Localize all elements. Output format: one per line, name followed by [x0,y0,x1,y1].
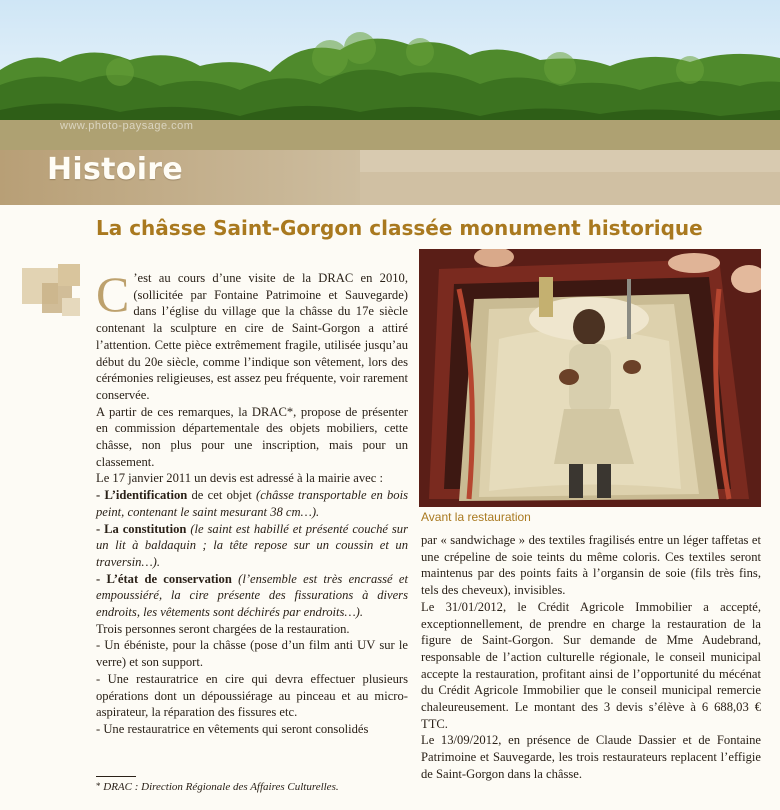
dropcap-letter: C [96,266,130,322]
list-item-identification [96,487,408,520]
saint-gorgon-wax-figure-image [419,249,761,507]
title-band-pale-lower [360,172,780,205]
paragraph-trois-personnes: Trois personnes seront chargées de la restauration. [96,621,350,636]
person-restauratrice-cire: - Une restauratrice en cire qui devra effectuer plusieurs opérations dont un dépoussiérage au pinceau et au micro-aspirateur, la réparation des fissures etc. [96,671,408,720]
paragraph-drac: A partir de ces remarques, la DRAC*, propose de présenter en commission départementale des objets mobiliers, cette châsse, non plus pour une inscription, mais pour un classement. [96,404,408,469]
paragraph-intro [96,266,408,404]
item-label: - La constitution [96,521,187,536]
footnote-rule [96,776,136,777]
header-banner-photo [0,0,780,150]
paragraph-intro-text: ’est au cours d’une visite de la DRAC en 2010, (sollicitée par Fontaine Patrimoine et Sauvegarde) dans l’église du village que la châsse du 17e siècle contenant la sculpture en cire de Saint-Gorgon a attiré l’attention. Cette pièce extrêmement fragile, utilisée jusqu’au début du 20e siècle, comme l’indique son vêtement, lors des cérémonies religieuses, est assez peu fréquente, voir rarement conservée. [96,271,408,402]
item-label: - L’état de conservation [96,571,232,586]
right-column [421,532,761,783]
footnote-mark: * [96,781,101,791]
item-note: (le saint est habillé et présenté couché sur un lit à baldaquin ; la tête repose sur un coussin et un traversin…). [96,521,408,569]
photo-caption: Avant la restauration [421,510,531,524]
paragraph-replacement: Le 13/09/2012, en présence de Claude Dassier et de Fontaine Patrimoine et Sauvegarde, les trois restaurateurs replacent l’effigie de Saint-Gorgon dans la châsse. [421,733,761,781]
item-note: (châsse transportable en bois peint, contenant le saint mesurant 38 cm…). [96,488,408,519]
watermark-text: www.photo-paysage.com [60,120,194,132]
item-label: - L’identification [96,488,188,503]
list-item-constitution [96,521,408,571]
reliquary-photo [419,249,761,507]
section-title: Histoire [47,152,184,187]
item-text: de cet objet [187,488,257,503]
item-note: (l’ensemble est très encrassé et empoussiéré, la cire présente des fissurations à divers endroits, les vêtements sont déchirés par endroits…). [96,571,409,620]
person-ebeniste: - Un ébéniste, pour la châsse (pose d’un film anti UV sur le verre) et son support. [96,638,408,670]
footnote-text: DRAC : Direction Régionale des Affaires Culturelles. [103,781,339,793]
list-item-etat [96,571,408,621]
article-title: La châsse Saint-Gorgon classée monument historique [96,216,703,240]
left-column [96,266,409,738]
paragraph-credit-agricole: Le 31/01/2012, le Crédit Agricole Immobilier a accepté, exceptionnellement, de prendre en charge la restauration de la figure de Saint-Gorgon. Sur demande de Mme Audebrand, responsable de l’action culturelle régionale, le conseil municipal accepte la restauration, profitant ainsi de l’opportunité du mécénat du Crédit Agricole Immobilier que le conseil municipal remercie chaleureusement. Le montant des 3 devis s’élève à 6 688,03 € TTC. [421,599,761,731]
footnote [96,781,339,793]
person-restauratrice-vetements: - Une restauratrice en vêtements qui seront consolidés [96,721,369,736]
paragraph-devis: Le 17 janvier 2011 un devis est adressé à la mairie avec : [96,471,383,486]
paragraph-sandwichage: par « sandwichage » des textiles fragilisés entre un léger taffetas et une crépeline de soie teints du même coloris. Ces textiles seront maintenus par des points faits à l’organsin de soie (fils très fins, tels des cheveux), invisibles. [421,533,761,598]
